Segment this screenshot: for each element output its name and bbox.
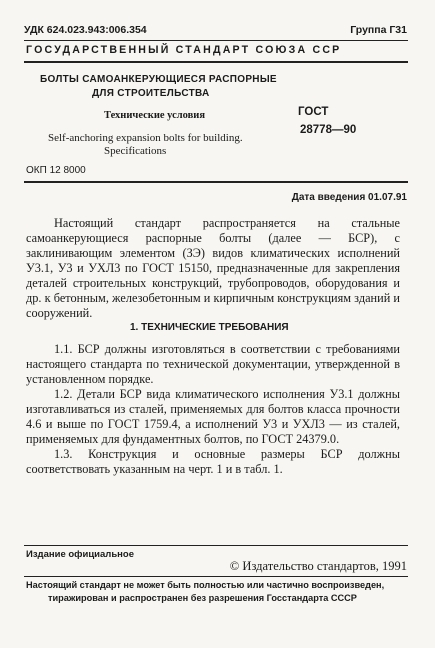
udk-code: УДК 624.023.943:006.354 (24, 24, 147, 36)
clause-1-2: 1.2. Детали БСР вида климатического исполнения У3.1 должны изготавливаться из сталей, применяемых для болтов класса прочности 4.6 и выше по ГОСТ 1759.4, а исполнений У3 и УХЛ3 — из сталей, применяемых для фундаментных болтов, по ГОСТ 24379.0. (26, 387, 400, 446)
footer-rule (24, 545, 408, 546)
section-body (26, 342, 400, 477)
copy-notice-line1: Настоящий стандарт не может быть полностью или частично воспроизведен, (26, 580, 385, 590)
section-heading: 1. ТЕХНИЧЕСКИЕ ТРЕБОВАНИЯ (130, 322, 289, 333)
intro-date: Дата введения 01.07.91 (291, 192, 407, 203)
gost-number: 28778—90 (300, 124, 357, 136)
standard-banner: ГОСУДАРСТВЕННЫЙ СТАНДАРТ СОЮЗА ССР (26, 44, 342, 56)
copy-notice-line2: тиражирован и распространен без разрешения Госстандарта СССР (48, 593, 357, 603)
intro-text: Настоящий стандарт распространяется на стальные самоанкерующиеся распорные болты (далее — БСР), с заклинивающим элементом (ЗЭ) видов климатических исполнений У3.1, У3 и УХЛ3 по ГОСТ 15150, предназначенные для закрепления деталей строительных конструкций, трубопроводов, оборудования и др. к бетонным, железобетонным и кирпичным конструкциям зданий и сооружений. (26, 216, 400, 320)
clause-1-1: 1.1. БСР должны изготовляться в соответствии с требованиями настоящего стандарта по технической документации, утвержденной в установленном порядке. (26, 342, 400, 386)
footer-rule-bottom (24, 576, 408, 577)
doc-title-english-line1: Self-anchoring expansion bolts for building. (48, 132, 243, 144)
header-rule-top (24, 40, 408, 41)
clause-1-3: 1.3. Конструкция и основные размеры БСР должны соответствовать указанным на черт. 1 и в табл. 1. (26, 447, 400, 476)
doc-subtitle: Технические условия (104, 110, 206, 121)
header-rule-bottom (24, 61, 408, 63)
copyright: © Издательство стандартов, 1991 (229, 559, 407, 573)
doc-title-line2: ДЛЯ СТРОИТЕЛЬСТВА (92, 88, 210, 99)
okp-code: ОКП 12 8000 (26, 165, 86, 176)
gost-label: ГОСТ (298, 106, 329, 118)
group-code: Группа Г31 (350, 24, 407, 36)
doc-title-line1: БОЛТЫ САМОАНКЕРУЮЩИЕСЯ РАСПОРНЫЕ (40, 74, 277, 85)
official-edition: Издание официальное (26, 549, 134, 560)
intro-paragraph (26, 216, 400, 321)
doc-title-english-line2: Specifications (104, 145, 167, 157)
title-block-rule (24, 181, 408, 183)
